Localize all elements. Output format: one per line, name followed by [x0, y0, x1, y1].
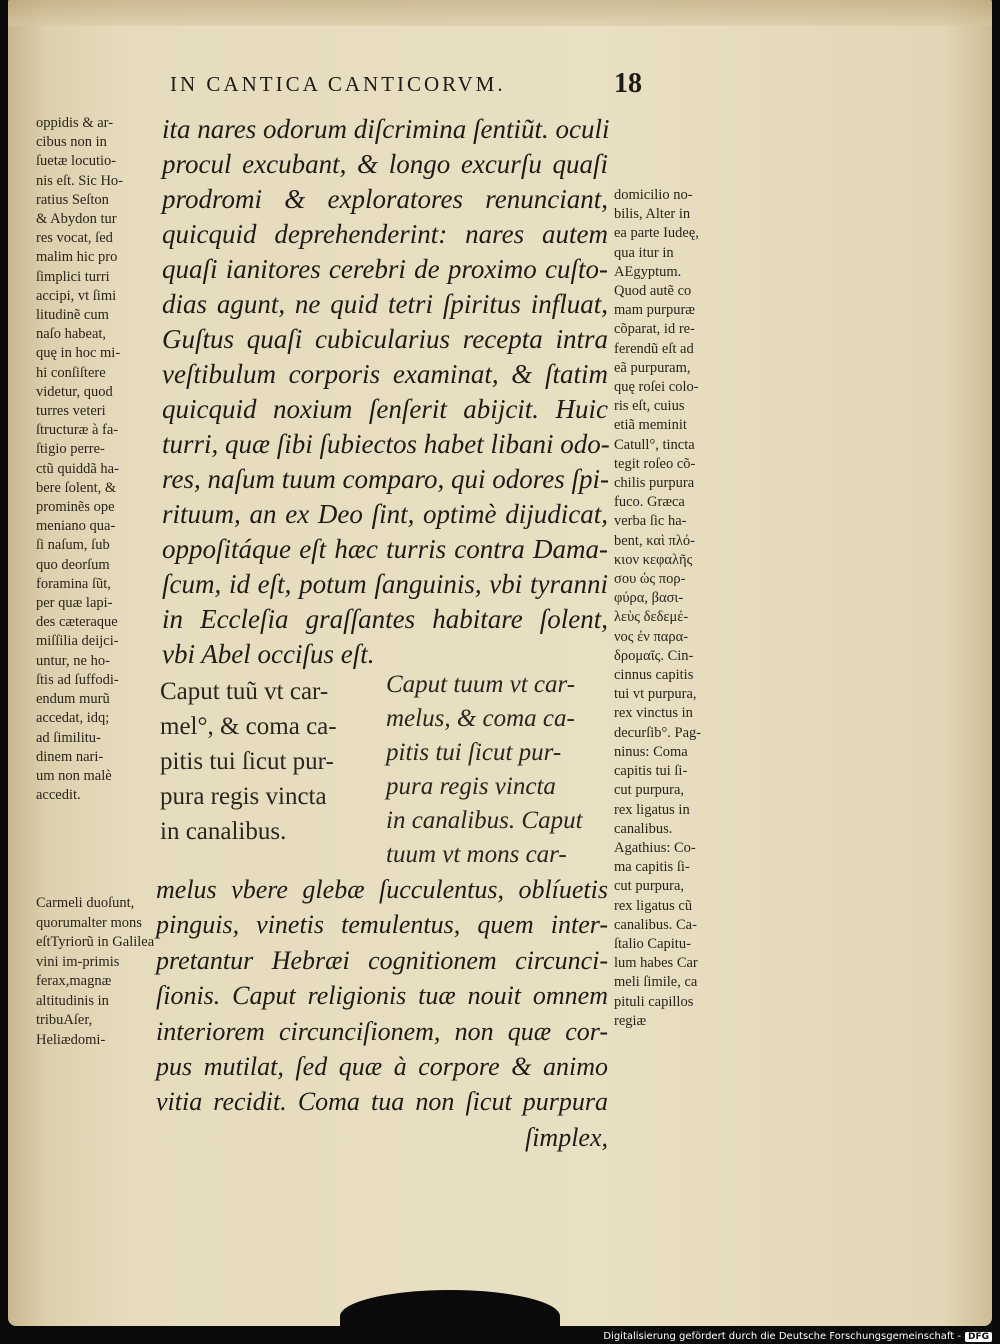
margin-line: ninus: Coma [614, 743, 688, 760]
text-line: ſimplex, [524, 1122, 608, 1152]
verse-line: mel°, & coma ca- [160, 713, 337, 740]
text-line: prodromi & exploratores renunciant, [162, 184, 608, 214]
text-line: quicquid deprehenderint: nares autem [162, 219, 608, 249]
margin-line: ea parte Iudeę, [614, 225, 699, 242]
margin-line: ratius Seſton [36, 191, 109, 208]
dfg-logo: DFG [965, 1332, 992, 1342]
margin-line: ma capitis ſi- [614, 859, 690, 876]
text-line: vbi Abel occiſus eſt. [162, 639, 375, 669]
margin-line: regiæ [614, 1012, 647, 1029]
digitization-credit [603, 1331, 992, 1342]
margin-line: Quod autẽ co [614, 283, 692, 300]
page-number: 18 [614, 68, 642, 99]
margin-line: ad ſimilitu- [36, 729, 101, 746]
margin-line: & Abydon tur [36, 211, 117, 228]
margin-line: Agathius: Co- [614, 839, 696, 856]
margin-line: ferendũ eſt ad [614, 340, 694, 357]
margin-line: domicilio no- [614, 187, 693, 203]
text-line: ſcum, id eſt, potum ſanguinis, vbi tyranni [162, 569, 608, 599]
margin-line: untur, ne ho- [36, 652, 110, 669]
margin-line: litudinẽ cum [36, 307, 109, 324]
text-line: dias agunt, ne quid tetri ſpiritus influat, [162, 289, 608, 319]
margin-line: λεὺς δεδεμέ- [614, 609, 689, 626]
left-margin-note [36, 114, 158, 805]
margin-line: quę roſei colo- [614, 379, 699, 396]
margin-line: verba ſic ha- [614, 513, 687, 530]
margin-line: tegit roſeo cõ- [614, 455, 696, 472]
margin-line: dinis in tribu [36, 992, 109, 1028]
margin-line: cut purpura, [614, 878, 685, 895]
verse-roman-translation [160, 674, 372, 849]
margin-line: per quæ lapi- [36, 595, 113, 612]
margin-line: quo deorſum [36, 556, 110, 573]
margin-line: pituli capillos [614, 993, 694, 1010]
margin-line: cõparat, id re- [614, 321, 695, 338]
text-line: quaſi ianitores cerebri de proximo cuſto- [162, 254, 608, 284]
margin-line: quę in hoc mi- [36, 345, 121, 362]
verse-italic-translation [386, 668, 608, 872]
margin-line: bilis, Alter in [614, 206, 691, 223]
margin-line: accedat, idq; [36, 710, 110, 727]
verse-line: Caput tuũ vt car- [160, 678, 329, 705]
margin-line: ſimplici turri [36, 268, 110, 285]
margin-line: Carmeli duo [36, 895, 109, 911]
margin-line: qua itur in [614, 244, 674, 261]
margin-line: magnæ altitu [36, 973, 112, 1009]
margin-line: bent, καὶ πλό- [614, 532, 695, 549]
text-line: quicquid noxium ſenſerit abijcit. Huic [162, 394, 608, 424]
running-title: IN CANTICA CANTICORVM. [170, 72, 506, 96]
margin-line: um non malè [36, 767, 112, 784]
text-line: rituum, an ex Deo ſint, optimè dijudicat, [162, 499, 608, 529]
margin-line: meniano qua- [36, 518, 116, 535]
verse-line: in canalibus. [160, 818, 287, 845]
page-edge-shadow [8, 0, 992, 26]
margin-line: etiã meminit [614, 417, 687, 434]
text-line: in Eccleſia graſſantes habitare ſolent, [162, 604, 608, 634]
margin-line: ſtigio perre- [36, 441, 105, 458]
margin-line: miſſilia deijci- [36, 633, 119, 650]
margin-line: σου ὡς πορ- [614, 571, 686, 588]
margin-line: ſtis ad ſuffodi- [36, 671, 119, 688]
margin-line: κιον κεφαλῆς [614, 551, 693, 568]
text-line: res, naſum tuum comparo, qui odores ſpi- [162, 464, 609, 494]
margin-line: oppidis & ar- [36, 115, 114, 131]
text-line: interiorem circunciſionem, non quæ cor- [156, 1016, 608, 1046]
margin-line: ſtructuræ à fa- [36, 422, 119, 439]
margin-line: hi conſiſtere [36, 364, 106, 381]
text-line: pinguis, vinetis temulentus, quem inter- [156, 910, 608, 940]
text-line: veſtibulum corporis examinat, & ſtatim [162, 359, 608, 389]
margin-line: domi- [70, 1031, 106, 1048]
left-margin-note-carmel [36, 894, 158, 1050]
margin-line: nis eſt. Sic Ho- [36, 172, 123, 189]
margin-line: rex vinctus in [614, 705, 693, 722]
margin-line: des cæteraque [36, 614, 118, 631]
margin-line: naſo habeat, [36, 326, 107, 343]
margin-line: primis ferax, [36, 953, 120, 989]
margin-line: fuco. Græca [614, 494, 685, 511]
margin-line: tui vt purpura, [614, 686, 697, 703]
margin-line: ſunt, quorum [36, 895, 135, 931]
margin-line: ctũ quiddã ha- [36, 460, 119, 477]
verse-line: in canalibus. Caput [386, 807, 583, 834]
margin-line: chilis purpura [614, 475, 695, 492]
margin-line: ris eſt, cuius [614, 398, 685, 415]
margin-line: cut purpura, [614, 782, 685, 799]
text-line: turri, quæ ſibi ſubiectos habet libani odo- [162, 429, 610, 459]
margin-line: νος ἐν παρα- [614, 628, 689, 645]
margin-line: canalibus. [614, 820, 673, 837]
margin-line: ſi naſum, ſub [36, 537, 110, 554]
margin-line: prominẽs ope [36, 499, 115, 516]
margin-line: alter mons eſt [36, 914, 142, 950]
margin-line: ſuetæ locutio- [36, 153, 117, 170]
margin-line: canalibus. Ca- [614, 916, 697, 933]
text-line: ita nares odorum diſcrimina ſentiũt. oculi [162, 114, 610, 144]
text-line: melus vbere glebæ ſucculentus, oblíuetis [156, 875, 608, 904]
margin-line: bere ſolent, & [36, 479, 117, 496]
margin-line: Tyriorũ in Ga [50, 934, 130, 950]
margin-line: decurſib°. Pag- [614, 724, 702, 741]
verse-line: pitis tui ſicut pur- [160, 748, 334, 775]
verse-line: Caput tuum vt car- [386, 671, 576, 698]
margin-line: rex ligatus in [614, 801, 690, 818]
margin-line: meli ſimile, ca [614, 974, 698, 991]
right-margin-note [614, 186, 744, 1031]
page-damage [340, 1290, 560, 1334]
margin-line: foramina ſũt, [36, 575, 111, 592]
verse-line: pura regis vincta [386, 773, 556, 800]
margin-line: capitis tui ſi- [614, 763, 688, 780]
margin-line: lilea vini im- [36, 934, 155, 970]
text-line: procul excubant, & longo excurſu quaſi [162, 149, 608, 179]
verse-line: melus, & coma ca- [386, 705, 575, 732]
verse-line: pitis tui ſicut pur- [386, 739, 562, 766]
margin-line: videtur, quod [36, 383, 113, 400]
margin-line: φύρα, βασι- [614, 590, 684, 607]
margin-line: Aſer, Heliæ [36, 1012, 93, 1048]
text-line: pus mutilat, ſed quæ à corpore & animo [156, 1052, 608, 1082]
margin-line: endum murũ [36, 691, 110, 708]
text-line: vitia recidit. Coma tua non ſicut purpura [156, 1087, 608, 1117]
text-line: oppoſitáque eſt hæc turris contra Dama- [162, 534, 608, 564]
text-line: Guſtus quaſi cubicularius recepta intra [162, 324, 608, 354]
commentary-main-text [162, 112, 608, 672]
verse-line: pura regis vincta [160, 783, 327, 810]
margin-line: accedit. [36, 787, 81, 804]
commentary-continuation [156, 872, 608, 1155]
margin-line: cibus non in [36, 134, 107, 151]
margin-line: AEgyptum. [614, 263, 682, 280]
credit-text: Digitalisierung gefördert durch die Deutsche Forschungsgemeinschaft - [603, 1331, 961, 1342]
margin-line: Catull°, tincta [614, 436, 695, 453]
margin-line: accipi, vt ſimi [36, 287, 117, 304]
margin-line: eã purpuram, [614, 359, 691, 376]
margin-line: dinem nari- [36, 748, 104, 765]
margin-line: malim hic pro [36, 249, 118, 266]
margin-line: cinnus capitis [614, 667, 694, 684]
margin-line: lum habes Car [614, 955, 698, 972]
margin-line: mam purpuræ [614, 302, 695, 319]
verse-line: tuum vt mons car- [386, 841, 567, 868]
text-line: ſionis. Caput religionis tuæ nouit omnem [156, 981, 608, 1011]
margin-line: res vocat, ſed [36, 230, 113, 247]
margin-line: δρομαῖς. Cin- [614, 647, 694, 664]
text-line: pretantur Hebræi cognitionem circunci- [156, 945, 608, 975]
margin-line: turres veteri [36, 403, 106, 420]
margin-line: ſtalio Capitu- [614, 935, 691, 952]
margin-line: rex ligatus cũ [614, 897, 693, 914]
